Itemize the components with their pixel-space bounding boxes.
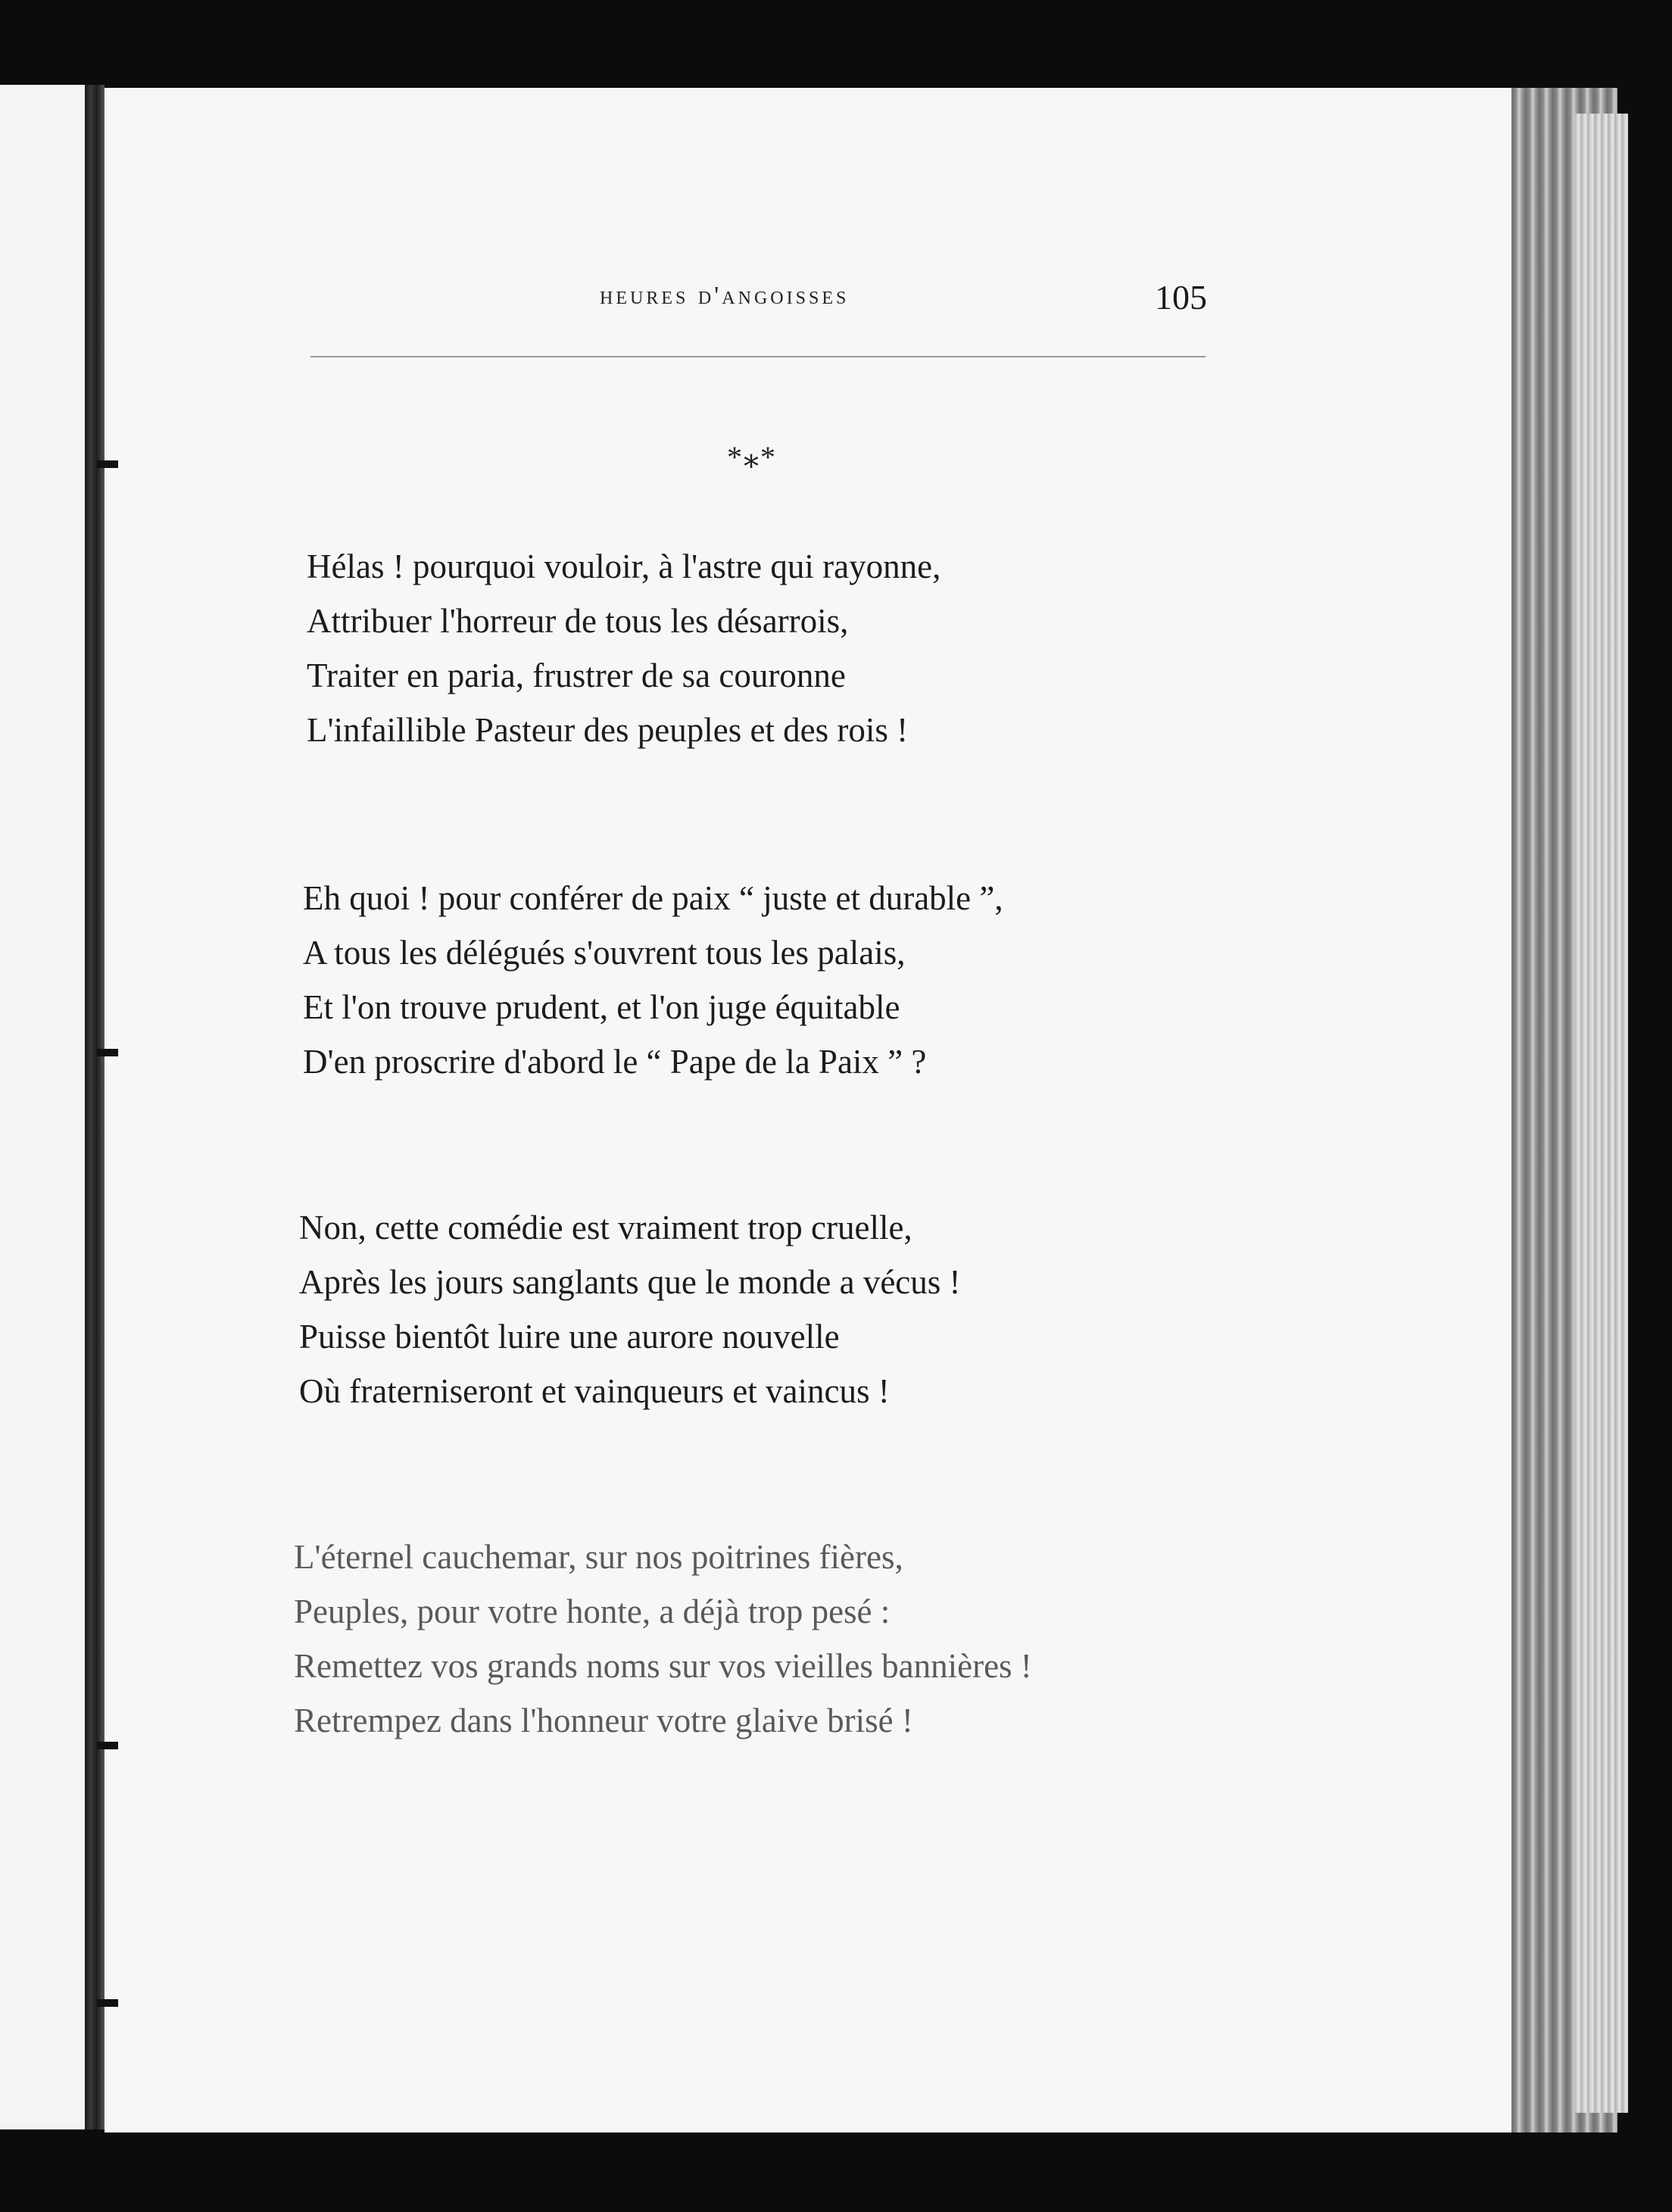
header-rule [310,356,1206,357]
verse-line: Retrempez dans l'honneur votre glaive brisé ! [294,1702,913,1739]
verse-line: Après les jours sanglants que le monde a vécus ! [299,1263,961,1301]
verse-line: Attribuer l'horreur de tous les désarrois, [307,602,849,640]
page-stack-edge-inner [1575,114,1628,2113]
verse-line: A tous les délégués s'ouvrent tous les palais, [303,934,906,972]
running-head: heures d'angoisses [600,282,850,310]
verse-line: Non, cette comédie est vraiment trop cruelle, [299,1209,912,1246]
verse-line: Eh quoi ! pour conférer de paix “ juste et durable ”, [303,879,1003,917]
verse-line: L'infaillible Pasteur des peuples et des rois ! [307,711,909,749]
binding-stitch [97,1999,118,2007]
verse-line: L'éternel cauchemar, sur nos poitrines fières, [294,1538,903,1576]
binding-stitch [97,1742,118,1749]
book-binding [85,85,104,2129]
binding-stitch [97,460,118,468]
page-number: 105 [1155,278,1207,317]
stanza-4 [294,1530,1032,1748]
verse-line: Peuples, pour votre honte, a déjà trop pesé : [294,1593,891,1630]
verse-line: Traiter en paria, frustrer de sa couronne [307,657,846,694]
asterism-ornament: *⁎* [727,440,777,474]
book-page [104,88,1513,2132]
verse-line: Remettez vos grands noms sur vos vieilles bannières ! [294,1647,1032,1685]
stanza-2 [303,871,1003,1089]
stanza-1 [307,539,940,757]
binding-stitch [97,1049,118,1056]
stanza-3 [299,1200,961,1418]
facing-page-edge [0,85,92,2129]
verse-line: D'en proscrire d'abord le “ Pape de la Paix ” ? [303,1043,927,1081]
verse-line: Puisse bientôt luire une aurore nouvelle [299,1318,840,1356]
verse-line: Et l'on trouve prudent, et l'on juge équitable [303,988,900,1026]
verse-line: Hélas ! pourquoi vouloir, à l'astre qui rayonne, [307,548,941,585]
verse-line: Où fraterniseront et vainqueurs et vaincus ! [299,1372,890,1410]
